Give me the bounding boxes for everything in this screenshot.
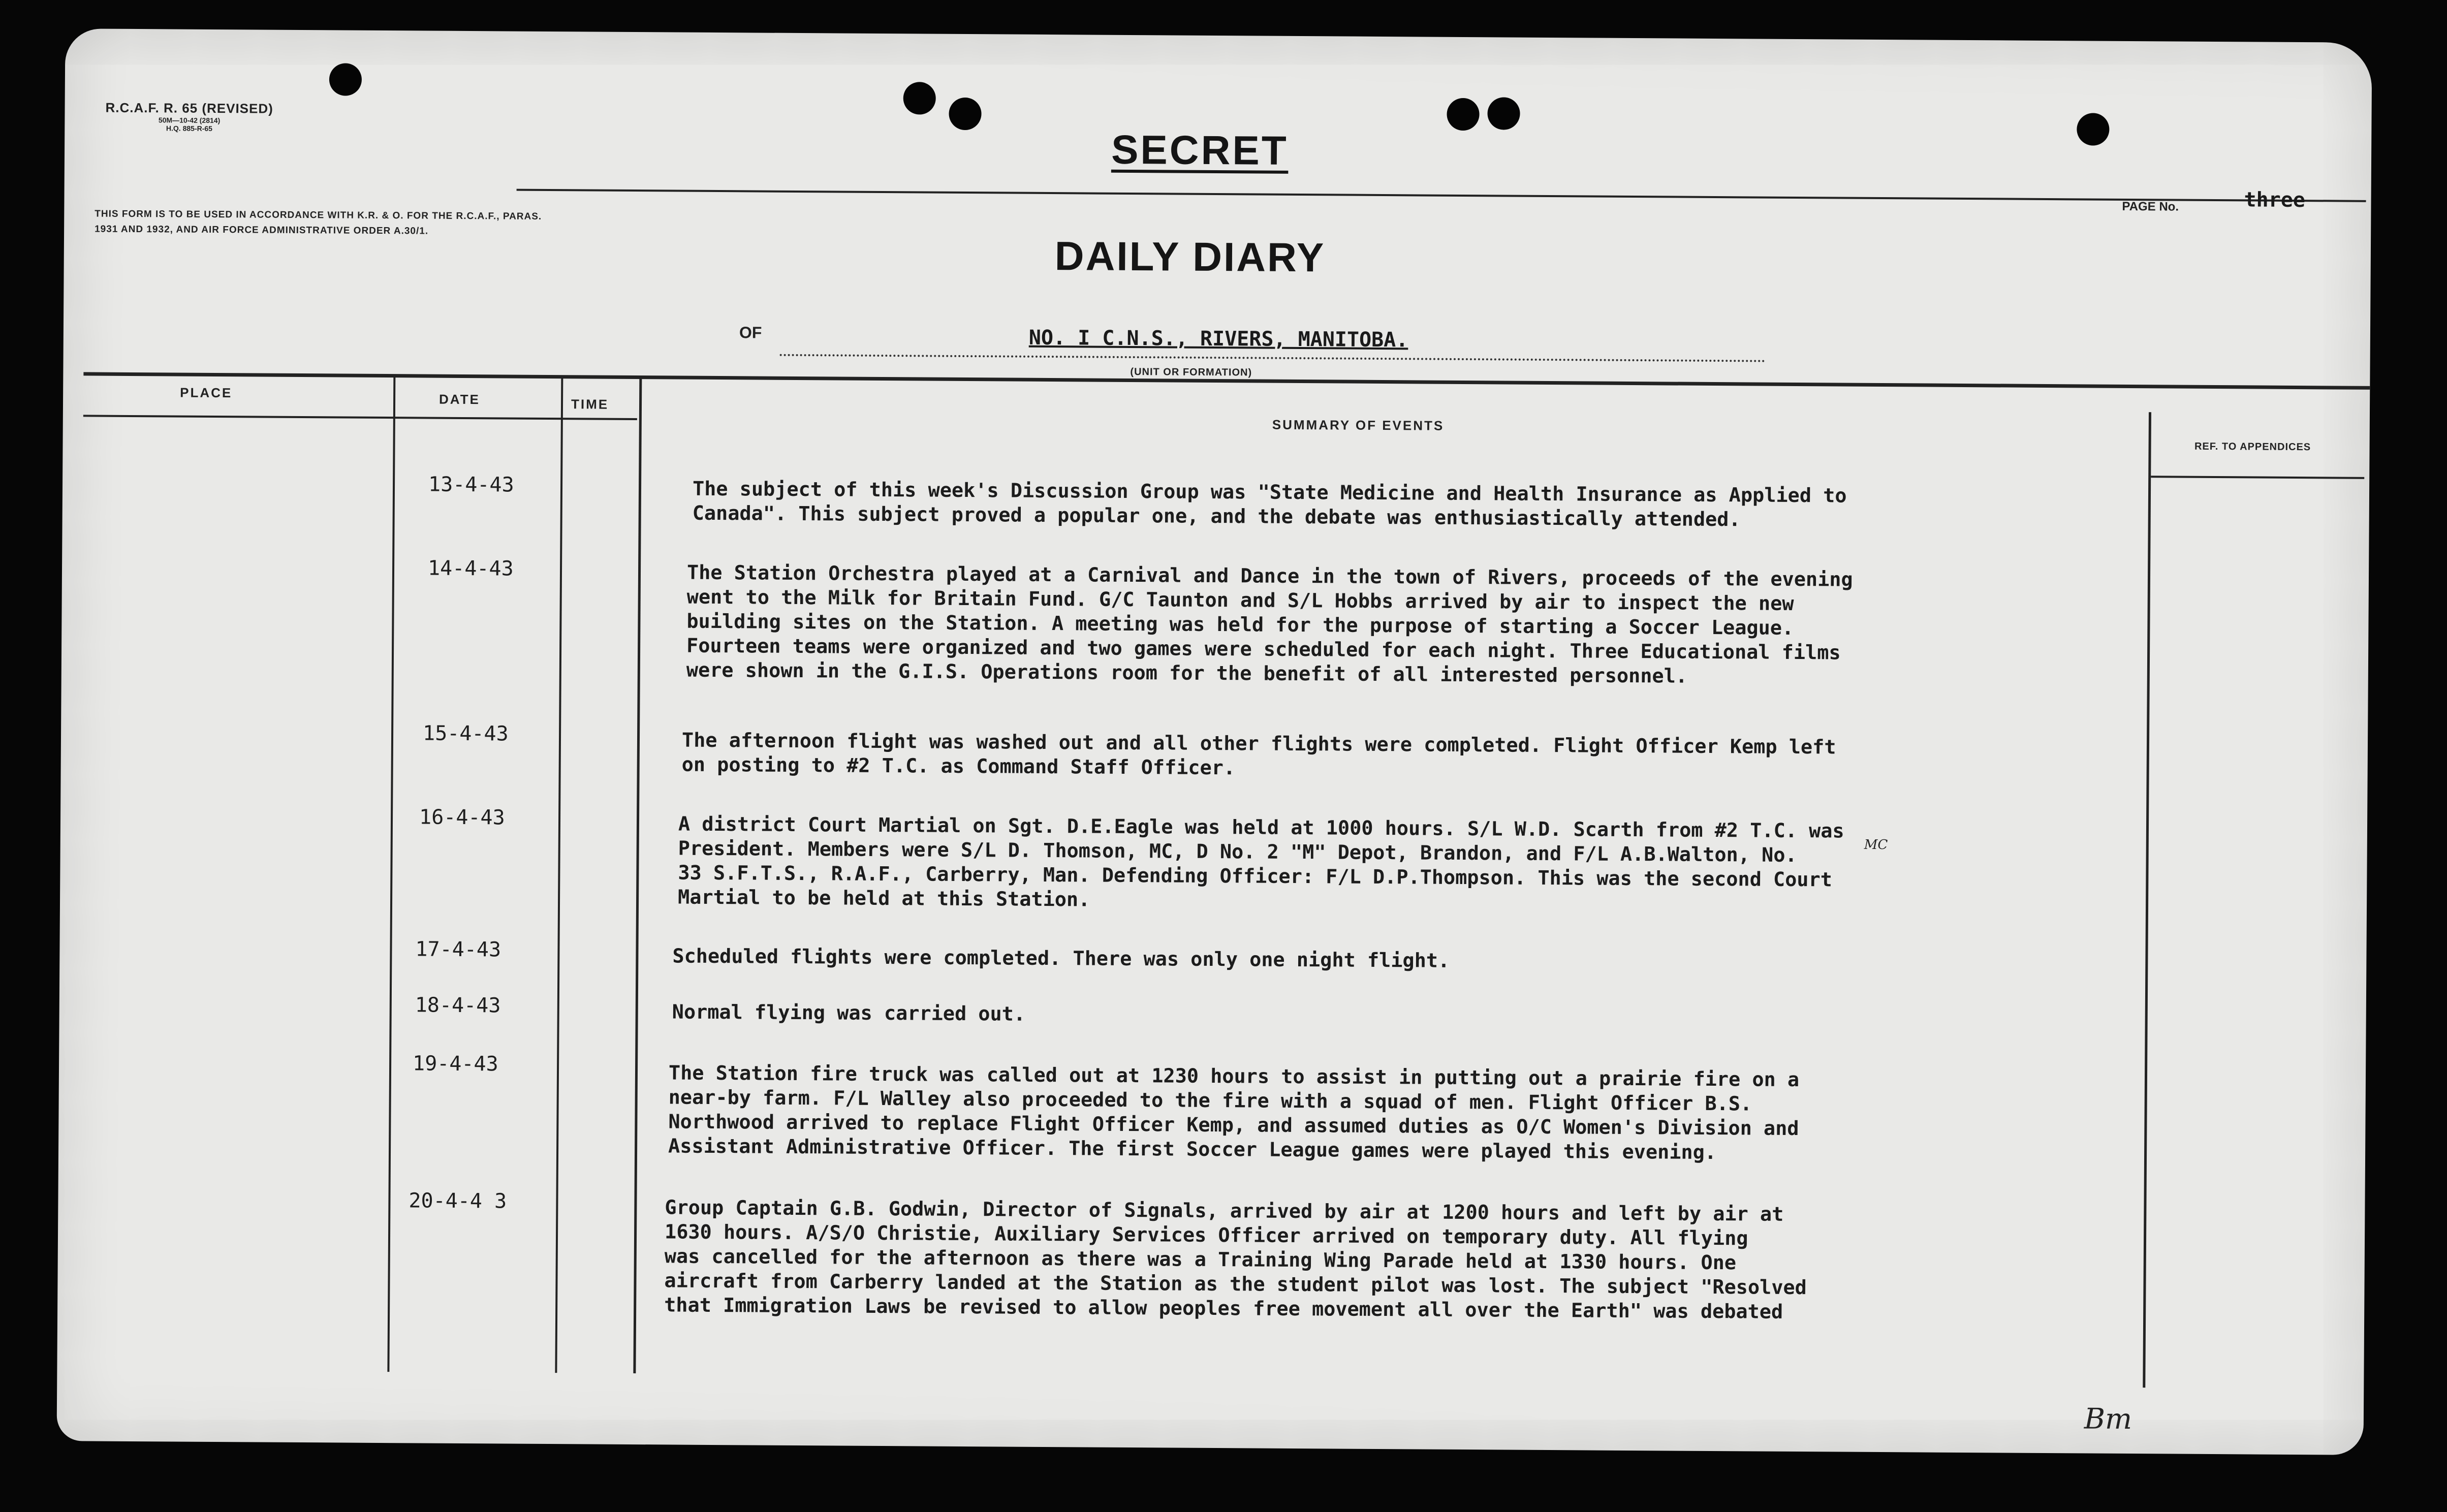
page-title: DAILY DIARY	[1054, 233, 1326, 280]
place-date-divider	[387, 376, 395, 1372]
entry-summary: The Station Orchestra played at a Carnival and Dance in the town of Rivers, proceeds of the evening went to the Milk for Britain Fund. G/C Taunton and S/L Hobbs arrived by air to inspect the new building sites on the Station. A meeting was held for the purpose of starting a Soccer League. Fourteen teams were organized and two games were scheduled for each night. Three Educational films were shown in the G.I.S. Operations room for the benefit of all interested personnel.	[686, 561, 1853, 688]
entry-date: 20-4-4 3	[409, 1189, 507, 1213]
entry-summary: Group Captain G.B. Godwin, Director of Signals, arrived by air at 1200 hours and left by air at 1630 hours. A/S/O Christie, Auxiliary Services Officer arrived on temporary duty. All flying was cancelled for the afternoon as there was a Training Wing Parade held at 1330 hours. One aircraft from Carberry landed at the Station as the student pilot was lost. The subject "Resolved that Immigration Laws be revised to allow peoples free movement all over the Earth" was debated	[664, 1196, 1807, 1324]
column-header-appendices: REF. TO APPENDICES	[2194, 440, 2311, 453]
of-label: OF	[739, 323, 762, 342]
form-hq-code: H.Q. 885-R-65	[166, 124, 213, 133]
punch-hole	[1487, 97, 1520, 130]
diary-sheet	[57, 28, 2372, 1455]
summary-appendix-divider	[2143, 412, 2151, 1388]
column-header-summary: SUMMARY OF EVENTS	[1272, 417, 1445, 433]
entry-summary: Scheduled flights were completed. There was only one night flight.	[672, 944, 1450, 972]
entry-summary: The afternoon flight was washed out and all other flights were completed. Flight Officer Kemp left on posting to #2 T.C. as Command Staff Officer.	[681, 729, 1836, 780]
punch-hole	[329, 63, 362, 96]
margin-annotation: MC	[1864, 837, 1888, 853]
entry-date: 18-4-43	[415, 993, 501, 1018]
form-usage-note: THIS FORM IS TO BE USED IN ACCORDANCE WITH K.R. & O. FOR THE R.C.A.F., PARAS. 1931 AND 1932, AND AIR FORCE ADMINISTRATIVE ORDER A.30/1.	[95, 208, 542, 237]
entry-summary: A district Court Martial on Sgt. D.E.Eagle was held at 1000 hours. S/L W.D. Scarth from #2 T.C. was President. Members were S/L D. Thomson, MC, D No. 2 "M" Depot, Brandon, and F/L A.B.Walton, No. 33 S.F.T.S., R.A.F., Carberry, Man. Defending Officer: F/L D.P.Thompson. This was the second Court Martial to be held at this Station.	[677, 812, 1844, 911]
entry-summary: The subject of this week's Discussion Group was "State Medicine and Health Insurance as Applied to Canada". This subject proved a popular one, and the debate was enthusiastically attended.	[692, 477, 1847, 531]
entry-summary: Normal flying was carried out.	[672, 1000, 1026, 1026]
entry-summary: The Station fire truck was called out at 1230 hours to assist in putting out a prairie fire on a near-by farm. F/L Walley also proceeded to the fire with a squad of men. Flight Officer B.S. Northwood arrived to replace Flight Officer Kemp, and assumed duties as O/C Women's Division and Assistant Administrative Officer. The first Soccer League games were played this evening.	[668, 1061, 1800, 1164]
punch-hole	[949, 98, 981, 130]
entry-date: 17-4-43	[415, 937, 501, 962]
form-print-code: 50M—10-42 (2814)	[158, 116, 221, 125]
form-identifier	[105, 100, 273, 133]
handwritten-initials: Bm	[2084, 1402, 2132, 1436]
entry-date: 13-4-43	[428, 472, 514, 497]
punch-hole	[2077, 113, 2109, 145]
entry-date: 15-4-43	[422, 721, 509, 746]
punch-hole	[903, 82, 936, 114]
time-summary-divider	[633, 377, 642, 1373]
entry-date: 14-4-43	[427, 556, 514, 581]
punch-hole	[1447, 98, 1479, 131]
page-number-label: PAGE No.	[2122, 199, 2179, 214]
entry-date: 19-4-43	[412, 1052, 498, 1076]
classification-stamp: SECRET	[1111, 127, 1289, 173]
page-number-value: three	[2244, 188, 2306, 212]
unit-name: NO. I C.N.S., RIVERS, MANITOBA.	[1028, 326, 1408, 352]
unit-caption: (UNIT OR FORMATION)	[1130, 366, 1252, 379]
header-rule	[517, 189, 2366, 202]
entry-date: 16-4-43	[419, 805, 505, 830]
column-header-place: PLACE	[180, 385, 233, 401]
date-time-divider	[555, 377, 563, 1373]
appendix-header-rule	[2151, 476, 2364, 479]
column-header-time: TIME	[571, 396, 609, 412]
unit-dotted-line	[780, 354, 1766, 362]
form-number: R.C.A.F. R. 65 (REVISED)	[105, 100, 273, 116]
column-header-rule	[83, 415, 637, 420]
column-header-date: DATE	[438, 391, 481, 407]
